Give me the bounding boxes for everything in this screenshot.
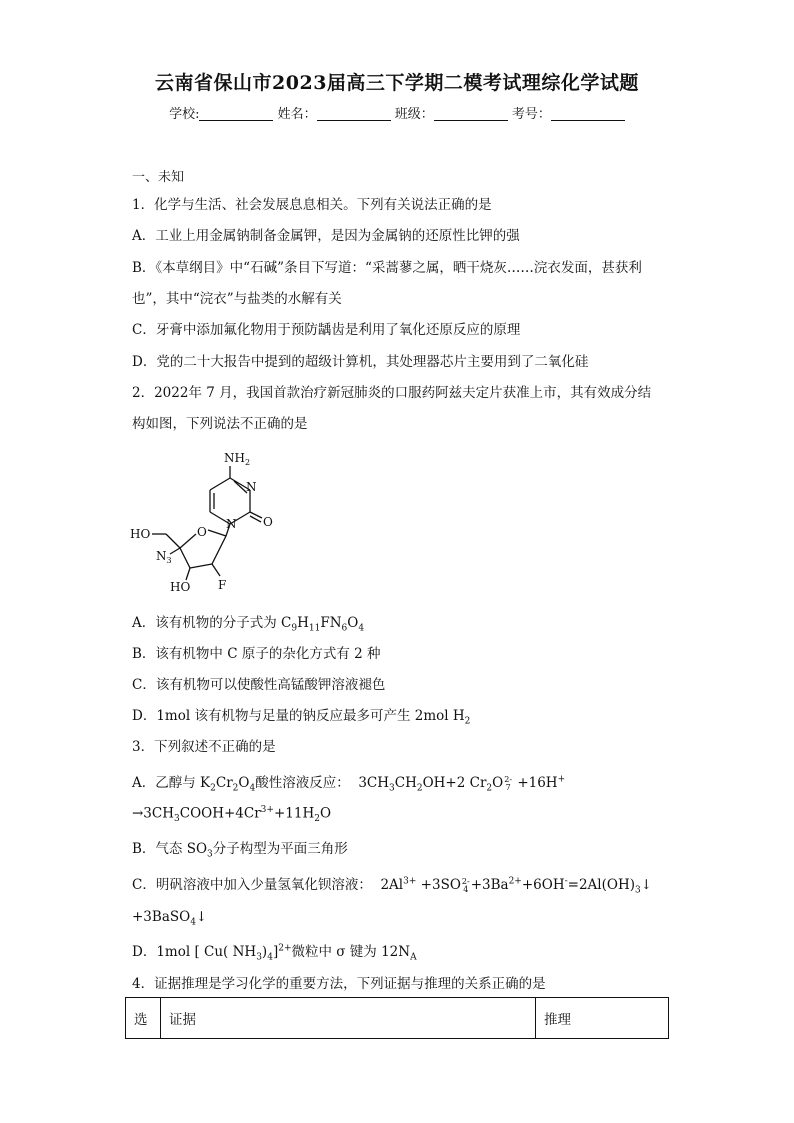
label-ho: HO xyxy=(130,527,151,541)
q1-option-b-cont: 也”，其中“浣衣”与盐类的水解有关 xyxy=(132,291,342,307)
q3-option-d: D．1mol [ Cu( $NH_3)_4]^{2+}$微粒中 σ 键为 $12N_A$ xyxy=(132,943,417,963)
q1-option-b: B．《本草纲目》中“石碱”条目下写道：“采蒿蓼之属，晒干烧灰……浣衣发面，甚获利 xyxy=(132,260,642,276)
q1-stem: 1．化学与生活、社会发展息息相关。下列有关说法正确的是 xyxy=(132,197,492,213)
class-label: 班级： xyxy=(394,107,434,122)
q3-stem: 3．下列叙述不正确的是 xyxy=(132,739,276,755)
label-carbonyl-o: O xyxy=(263,515,273,529)
header-evidence: 证据 xyxy=(161,998,536,1039)
q1-option-a: A．工业上用金属钠制备金属钾，是因为金属钠的还原性比钾的强 xyxy=(132,228,520,244)
table-header-row xyxy=(126,998,669,1039)
header-reasoning: 推理 xyxy=(536,998,669,1039)
number-label: 考号： xyxy=(511,107,551,122)
label-n3: $N_3$ xyxy=(156,549,172,565)
q2-option-c: C．该有机物可以使酸性高锰酸钾溶液褪色 xyxy=(132,677,386,693)
q3-option-c-cont: +3BaSO$_4$↓ xyxy=(132,909,208,928)
q2-stem-cont: 构如图，下列说法不正确的是 xyxy=(132,416,308,432)
label-ho2: HO xyxy=(170,580,191,594)
q2-option-d: D．1mol 该有机物与足量的钠反应最多可产生 2mol $H_2$ xyxy=(132,708,471,727)
label-f: F xyxy=(218,578,227,592)
number-blank[interactable] xyxy=(551,107,625,121)
q2-stem: 2．2022年 7 月，我国首款治疗新冠肺炎的口服药阿兹夫定片获准上市，其有效成分结 xyxy=(132,385,652,401)
q3-option-a: A．乙醇与 $K_2Cr_2O_4$酸性溶液反应： $3CH_3CH_2OH+2$ $Cr_2O2-$ 7 +16H+ xyxy=(132,774,566,794)
q3-option-c: C．明矾溶液中加入少量氢氧化钡溶液： $2Al^{3+} +3SO2-$ $4 +3Ba^{2+}+6OH^-=2Al(OH)_3↓$ xyxy=(132,876,653,896)
name-blank[interactable] xyxy=(317,107,391,121)
label-ring-o: O xyxy=(197,525,207,539)
label-ring-n: N xyxy=(246,480,257,494)
label-nh2: $NH_2$ xyxy=(224,451,251,467)
q4-table xyxy=(125,997,669,1039)
q1-option-c: C．牙膏中添加氟化物用于预防龋齿是利用了氧化还原反应的原理 xyxy=(132,322,521,338)
section-heading: 一、未知 xyxy=(132,170,185,185)
label-ring-n1: N xyxy=(226,517,237,531)
exam-title: 云南省保山市2023届高三下学期二模考试理综化学试题 xyxy=(155,72,639,94)
school-blank[interactable] xyxy=(199,107,273,121)
q2-option-a: A．该有机物的分子式为 $C_9H_{11}FN_6O_4$ xyxy=(132,615,365,634)
school-label: 学校: xyxy=(169,107,200,122)
student-info-line xyxy=(0,103,794,122)
q1-option-d: D．党的二十大报告中提到的超级计算机，其处理器芯片主要用到了二氧化硅 xyxy=(132,354,589,370)
q2-option-b: B．该有机物中 C 原子的杂化方式有 2 种 xyxy=(132,646,381,662)
class-blank[interactable] xyxy=(434,107,508,121)
name-label: 姓名： xyxy=(277,107,317,122)
q4-stem: 4．证据推理是学习化学的重要方法，下列证据与推理的关系正确的是 xyxy=(132,976,546,992)
q3-option-b: B．气态 $SO_3$分子构型为平面三角形 xyxy=(132,841,348,860)
azvudine-structure xyxy=(130,448,290,598)
q3-option-a-cont: $\to 3CH_3COOH+4Cr^{3+}+11H_2O$ xyxy=(132,805,332,825)
header-option: 选 xyxy=(126,998,161,1039)
